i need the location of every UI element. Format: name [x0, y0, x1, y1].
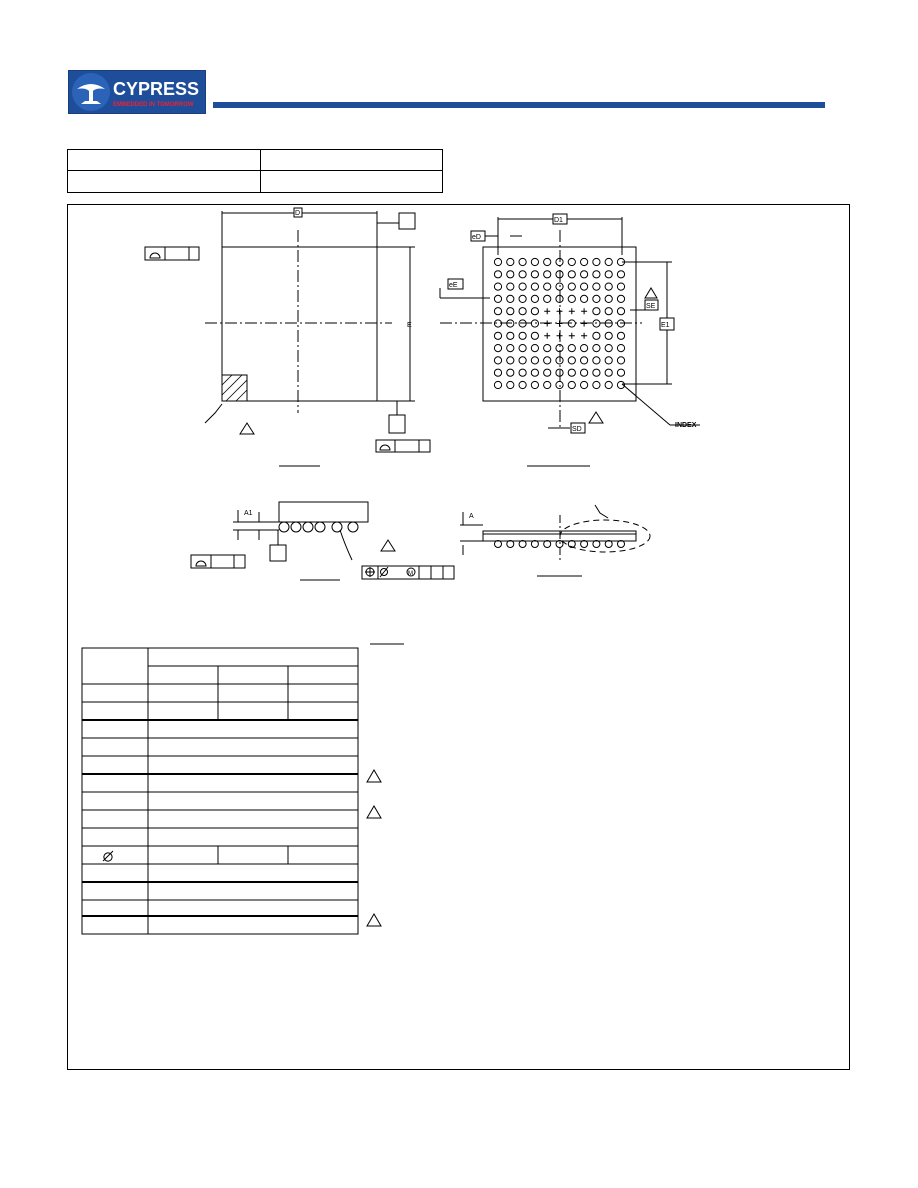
- solder-ball: [617, 283, 624, 290]
- dim-sd-label: SD: [572, 426, 582, 433]
- solder-ball: [507, 369, 514, 376]
- solder-ball: [593, 381, 600, 388]
- dim-se-label: SE: [646, 303, 656, 310]
- side-solder-ball: [332, 522, 342, 532]
- empty-ball-site: [581, 308, 587, 314]
- solder-ball: [494, 332, 501, 339]
- index-label: INDEX: [675, 422, 697, 429]
- solder-ball: [544, 357, 551, 364]
- solder-ball: [494, 381, 501, 388]
- solder-ball: [531, 283, 538, 290]
- solder-ball: [544, 295, 551, 302]
- empty-ball-site: [544, 333, 550, 339]
- solder-ball: [531, 308, 538, 315]
- dim-ed-label: eD: [472, 234, 481, 241]
- solder-ball: [544, 369, 551, 376]
- solder-ball: [593, 295, 600, 302]
- solder-ball: [593, 258, 600, 265]
- solder-ball: [507, 381, 514, 388]
- empty-ball-site: [544, 321, 550, 327]
- side-solder-ball: [303, 522, 313, 532]
- solder-ball: [581, 381, 588, 388]
- solder-ball: [507, 308, 514, 315]
- solder-ball: [544, 345, 551, 352]
- ball-grid: [494, 258, 624, 388]
- solder-ball: [581, 357, 588, 364]
- solder-ball: [617, 369, 624, 376]
- solder-ball: [617, 271, 624, 278]
- solder-ball: [605, 308, 612, 315]
- solder-ball: [605, 381, 612, 388]
- solder-ball: [593, 283, 600, 290]
- solder-ball: [605, 369, 612, 376]
- solder-ball: [519, 345, 526, 352]
- solder-ball: [568, 381, 575, 388]
- empty-ball-site: [544, 308, 550, 314]
- solder-ball: [593, 332, 600, 339]
- solder-ball: [605, 271, 612, 278]
- solder-ball: [494, 295, 501, 302]
- dim-a-label: A: [469, 513, 474, 520]
- solder-ball: [593, 357, 600, 364]
- solder-ball: [531, 369, 538, 376]
- solder-ball: [593, 308, 600, 315]
- empty-ball-site: [581, 321, 587, 327]
- solder-ball: [593, 369, 600, 376]
- dim-ee-label: eE: [449, 282, 458, 289]
- solder-ball: [507, 295, 514, 302]
- solder-ball: [617, 295, 624, 302]
- solder-ball: [519, 258, 526, 265]
- solder-ball: [494, 258, 501, 265]
- dim-e-label: E: [407, 322, 412, 329]
- top-view-outline: [222, 247, 377, 401]
- side-solder-ball: [581, 541, 588, 548]
- solder-ball: [507, 271, 514, 278]
- side-solder-ball: [279, 522, 289, 532]
- dim-d1-label: D1: [554, 217, 563, 224]
- solder-ball: [507, 283, 514, 290]
- solder-ball: [519, 332, 526, 339]
- solder-ball: [581, 295, 588, 302]
- solder-ball: [593, 271, 600, 278]
- solder-ball: [605, 357, 612, 364]
- solder-ball: [494, 357, 501, 364]
- side-solder-ball: [544, 541, 551, 548]
- empty-ball-site: [569, 333, 575, 339]
- solder-ball: [568, 295, 575, 302]
- solder-ball: [568, 345, 575, 352]
- solder-ball: [507, 332, 514, 339]
- solder-ball: [519, 283, 526, 290]
- side-solder-ball: [618, 541, 625, 548]
- empty-ball-site: [581, 333, 587, 339]
- side-solder-ball: [348, 522, 358, 532]
- solder-ball: [494, 271, 501, 278]
- side-solder-ball: [605, 541, 612, 548]
- solder-ball: [617, 332, 624, 339]
- solder-ball: [494, 369, 501, 376]
- solder-ball: [531, 332, 538, 339]
- empty-ball-site: [557, 308, 563, 314]
- empty-ball-site: [569, 308, 575, 314]
- solder-ball: [581, 283, 588, 290]
- solder-ball: [531, 258, 538, 265]
- mmc-symbol: M: [408, 571, 413, 577]
- solder-ball: [581, 345, 588, 352]
- solder-ball: [617, 345, 624, 352]
- solder-ball: [519, 295, 526, 302]
- solder-ball: [544, 271, 551, 278]
- side-balls: [279, 522, 625, 548]
- tagline-text: EMBEDDED IN TOMORROW: [113, 102, 194, 108]
- side-solder-ball: [507, 541, 514, 548]
- solder-ball: [605, 332, 612, 339]
- solder-ball: [617, 357, 624, 364]
- dim-e1-label: E1: [661, 322, 670, 329]
- solder-ball: [494, 308, 501, 315]
- solder-ball: [568, 357, 575, 364]
- solder-ball: [568, 258, 575, 265]
- solder-ball: [531, 271, 538, 278]
- solder-ball: [544, 283, 551, 290]
- solder-ball: [568, 369, 575, 376]
- solder-ball: [581, 271, 588, 278]
- side-solder-ball: [593, 541, 600, 548]
- solder-ball: [519, 308, 526, 315]
- empty-ball-site: [557, 321, 563, 327]
- solder-ball: [568, 271, 575, 278]
- side-solder-ball: [519, 541, 526, 548]
- solder-ball: [581, 369, 588, 376]
- solder-ball: [605, 283, 612, 290]
- solder-ball: [519, 369, 526, 376]
- solder-ball: [494, 345, 501, 352]
- solder-ball: [507, 345, 514, 352]
- dim-a1-label: A1: [244, 510, 253, 517]
- brand-text: CYPRESS: [113, 79, 200, 99]
- solder-ball: [519, 357, 526, 364]
- side-solder-ball: [291, 522, 301, 532]
- solder-ball: [531, 320, 538, 327]
- solder-ball: [544, 258, 551, 265]
- solder-ball: [531, 295, 538, 302]
- solder-ball: [568, 283, 575, 290]
- side-solder-ball: [315, 522, 325, 532]
- solder-ball: [507, 258, 514, 265]
- solder-ball: [531, 357, 538, 364]
- solder-ball: [605, 258, 612, 265]
- solder-ball: [494, 283, 501, 290]
- solder-ball: [593, 345, 600, 352]
- side-solder-ball: [531, 541, 538, 548]
- solder-ball: [605, 345, 612, 352]
- solder-ball: [617, 308, 624, 315]
- solder-ball: [581, 258, 588, 265]
- empty-ball-site: [557, 333, 563, 339]
- dim-d-label: D: [295, 210, 301, 217]
- solder-ball: [605, 295, 612, 302]
- solder-ball: [519, 271, 526, 278]
- solder-ball: [544, 381, 551, 388]
- solder-ball: [519, 381, 526, 388]
- solder-ball: [531, 381, 538, 388]
- solder-ball: [531, 345, 538, 352]
- solder-ball: [507, 357, 514, 364]
- side-solder-ball: [495, 541, 502, 548]
